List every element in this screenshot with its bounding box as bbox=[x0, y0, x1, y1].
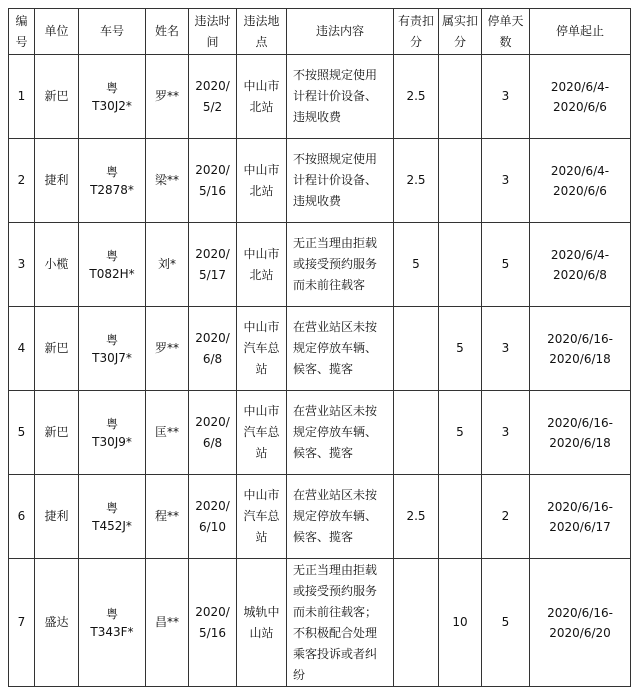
cell-actual-points bbox=[439, 223, 482, 307]
cell-stop-period: 2020/6/4-2020/6/6 bbox=[530, 55, 631, 139]
header-time: 违法时间 bbox=[189, 9, 237, 55]
plate-prefix: 粤 bbox=[105, 416, 118, 431]
cell-id: 3 bbox=[9, 223, 35, 307]
cell-place: 中山市北站 bbox=[237, 223, 287, 307]
cell-content: 无正当理由拒载或接受预约服务而未前往载客；不积极配合处理乘客投诉或者纠纷 bbox=[287, 559, 394, 687]
cell-plate bbox=[79, 559, 146, 687]
plate-prefix: 粤 bbox=[105, 332, 118, 347]
cell-place: 中山市北站 bbox=[237, 139, 287, 223]
cell-liable-points bbox=[394, 391, 439, 475]
cell-stop-period: 2020/6/16-2020/6/18 bbox=[530, 307, 631, 391]
cell-content: 不按照规定使用计程计价设备、违规收费 bbox=[287, 139, 394, 223]
header-place: 违法地点 bbox=[237, 9, 287, 55]
table-row bbox=[9, 559, 631, 687]
cell-place: 中山市北站 bbox=[237, 55, 287, 139]
cell-name: 昌** bbox=[146, 559, 189, 687]
cell-liable-points: 2.5 bbox=[394, 475, 439, 559]
header-plate: 车号 bbox=[79, 9, 146, 55]
cell-time: 2020/5/16 bbox=[189, 559, 237, 687]
cell-stop-period: 2020/6/16-2020/6/20 bbox=[530, 559, 631, 687]
cell-stop-period: 2020/6/4-2020/6/8 bbox=[530, 223, 631, 307]
plate-number: T30J7* bbox=[92, 350, 132, 365]
cell-actual-points: 10 bbox=[439, 559, 482, 687]
cell-plate bbox=[79, 391, 146, 475]
violations-table bbox=[8, 8, 631, 687]
cell-actual-points bbox=[439, 475, 482, 559]
cell-liable-points: 5 bbox=[394, 223, 439, 307]
cell-liable-points: 2.5 bbox=[394, 55, 439, 139]
plate-number: T082H* bbox=[89, 266, 135, 281]
cell-unit: 新巴 bbox=[35, 55, 79, 139]
cell-time: 2020/6/8 bbox=[189, 391, 237, 475]
cell-liable-points: 2.5 bbox=[394, 139, 439, 223]
table-row bbox=[9, 139, 631, 223]
cell-plate bbox=[79, 307, 146, 391]
table-row bbox=[9, 391, 631, 475]
cell-place: 中山市汽车总站 bbox=[237, 307, 287, 391]
cell-actual-points bbox=[439, 55, 482, 139]
header-content: 违法内容 bbox=[287, 9, 394, 55]
cell-stop-days: 2 bbox=[482, 475, 530, 559]
cell-id: 6 bbox=[9, 475, 35, 559]
cell-stop-days: 5 bbox=[482, 223, 530, 307]
cell-unit: 盛达 bbox=[35, 559, 79, 687]
cell-plate bbox=[79, 139, 146, 223]
table-row bbox=[9, 223, 631, 307]
cell-stop-period: 2020/6/16-2020/6/18 bbox=[530, 391, 631, 475]
cell-time: 2020/5/2 bbox=[189, 55, 237, 139]
cell-plate bbox=[79, 55, 146, 139]
header-liable-points: 有责扣分 bbox=[394, 9, 439, 55]
cell-time: 2020/5/17 bbox=[189, 223, 237, 307]
table-row bbox=[9, 55, 631, 139]
cell-id: 5 bbox=[9, 391, 35, 475]
plate-number: T30J2* bbox=[92, 98, 132, 113]
plate-prefix: 粤 bbox=[105, 606, 118, 621]
header-name: 姓名 bbox=[146, 9, 189, 55]
plate-prefix: 粤 bbox=[105, 164, 118, 179]
plate-prefix: 粤 bbox=[105, 80, 118, 95]
cell-stop-days: 3 bbox=[482, 139, 530, 223]
cell-stop-days: 5 bbox=[482, 559, 530, 687]
cell-name: 匡** bbox=[146, 391, 189, 475]
cell-name: 梁** bbox=[146, 139, 189, 223]
cell-name: 程** bbox=[146, 475, 189, 559]
cell-content: 在营业站区未按规定停放车辆、候客、揽客 bbox=[287, 391, 394, 475]
header-stop-days: 停单天数 bbox=[482, 9, 530, 55]
plate-number: T452J* bbox=[92, 518, 132, 533]
cell-unit: 新巴 bbox=[35, 307, 79, 391]
cell-place: 中山市汽车总站 bbox=[237, 391, 287, 475]
cell-stop-period: 2020/6/16-2020/6/17 bbox=[530, 475, 631, 559]
plate-number: T343F* bbox=[90, 624, 134, 639]
cell-unit: 新巴 bbox=[35, 391, 79, 475]
table-row bbox=[9, 307, 631, 391]
table-row bbox=[9, 475, 631, 559]
cell-actual-points bbox=[439, 139, 482, 223]
cell-name: 刘* bbox=[146, 223, 189, 307]
cell-content: 无正当理由拒载或接受预约服务而未前往载客 bbox=[287, 223, 394, 307]
cell-actual-points: 5 bbox=[439, 391, 482, 475]
cell-liable-points bbox=[394, 559, 439, 687]
cell-actual-points: 5 bbox=[439, 307, 482, 391]
cell-content: 在营业站区未按规定停放车辆、候客、揽客 bbox=[287, 307, 394, 391]
cell-id: 7 bbox=[9, 559, 35, 687]
plate-number: T30J9* bbox=[92, 434, 132, 449]
cell-unit: 小榄 bbox=[35, 223, 79, 307]
cell-place: 城轨中山站 bbox=[237, 559, 287, 687]
cell-liable-points bbox=[394, 307, 439, 391]
cell-name: 罗** bbox=[146, 307, 189, 391]
cell-content: 不按照规定使用计程计价设备、违规收费 bbox=[287, 55, 394, 139]
cell-stop-period: 2020/6/4-2020/6/6 bbox=[530, 139, 631, 223]
header-unit: 单位 bbox=[35, 9, 79, 55]
cell-time: 2020/6/8 bbox=[189, 307, 237, 391]
cell-time: 2020/6/10 bbox=[189, 475, 237, 559]
cell-content: 在营业站区未按规定停放车辆、候客、揽客 bbox=[287, 475, 394, 559]
header-stop-period: 停单起止 bbox=[530, 9, 631, 55]
cell-plate bbox=[79, 223, 146, 307]
cell-name: 罗** bbox=[146, 55, 189, 139]
header-id: 编号 bbox=[9, 9, 35, 55]
cell-stop-days: 3 bbox=[482, 391, 530, 475]
cell-id: 1 bbox=[9, 55, 35, 139]
cell-time: 2020/5/16 bbox=[189, 139, 237, 223]
cell-stop-days: 3 bbox=[482, 307, 530, 391]
plate-prefix: 粤 bbox=[105, 248, 118, 263]
header-row bbox=[9, 9, 631, 55]
plate-prefix: 粤 bbox=[105, 500, 118, 515]
cell-unit: 捷利 bbox=[35, 475, 79, 559]
header-actual-points: 属实扣分 bbox=[439, 9, 482, 55]
cell-stop-days: 3 bbox=[482, 55, 530, 139]
cell-id: 2 bbox=[9, 139, 35, 223]
cell-place: 中山市汽车总站 bbox=[237, 475, 287, 559]
cell-unit: 捷利 bbox=[35, 139, 79, 223]
plate-number: T2878* bbox=[90, 182, 134, 197]
cell-plate bbox=[79, 475, 146, 559]
cell-id: 4 bbox=[9, 307, 35, 391]
